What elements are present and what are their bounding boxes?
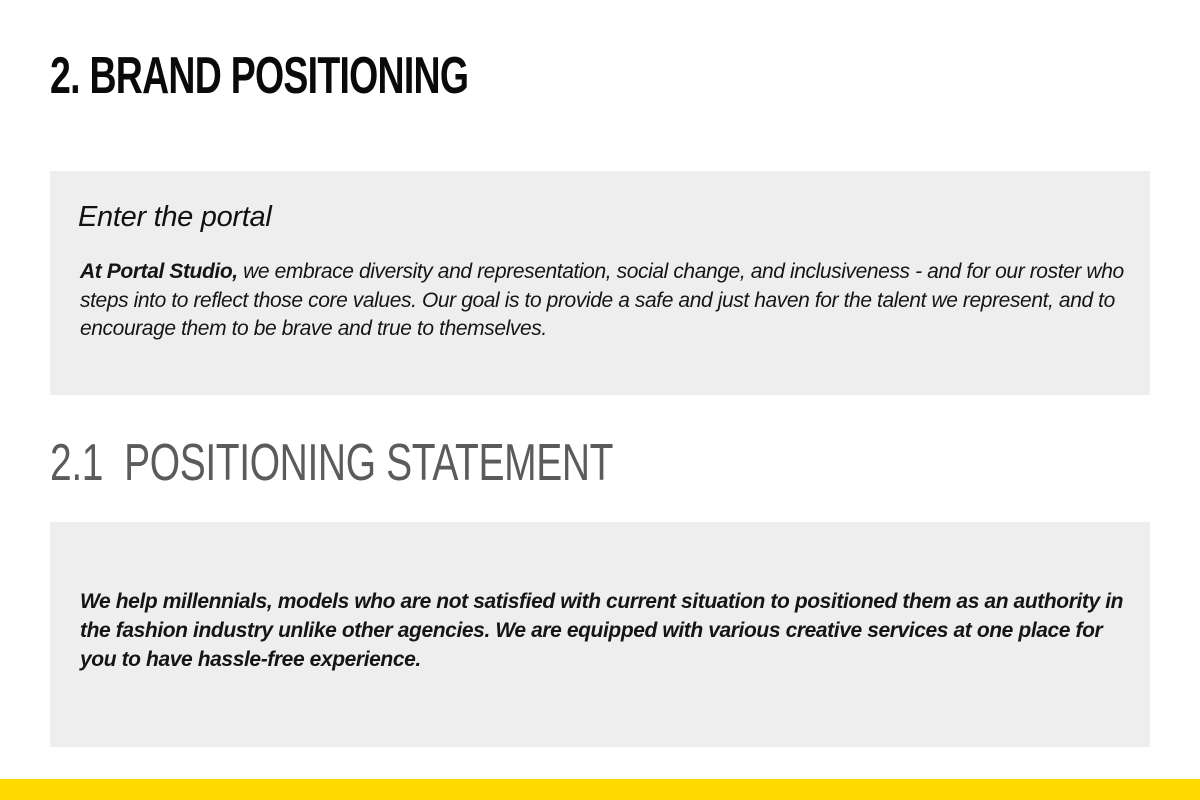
page-title: 2. BRAND POSITIONING [50,47,469,105]
accent-bar [0,779,1200,800]
section-title-text: POSITIONING STATEMENT [124,434,614,492]
intro-body-text: we embrace diversity and representation, social change, and inclusiveness - and for our roster who steps into to reflect those core values. Our goal is to provide a safe and just haven for the talent we represent, and to encourage them to be brave and true to themselves. [80,260,1124,340]
intro-panel [50,171,1150,395]
intro-lead: At Portal Studio, [80,260,238,283]
statement-panel [50,522,1150,747]
section-title [50,432,613,494]
intro-paragraph [80,258,1140,344]
positioning-statement: We help millennials, models who are not satisfied with current situation to positioned them as an authority in the fashion industry unlike other agencies. We are equipped with various creative services at one place for you to have hassle-free experience. [80,590,1124,671]
intro-heading: Enter the portal [78,201,272,233]
section-number: 2.1 [50,434,104,492]
